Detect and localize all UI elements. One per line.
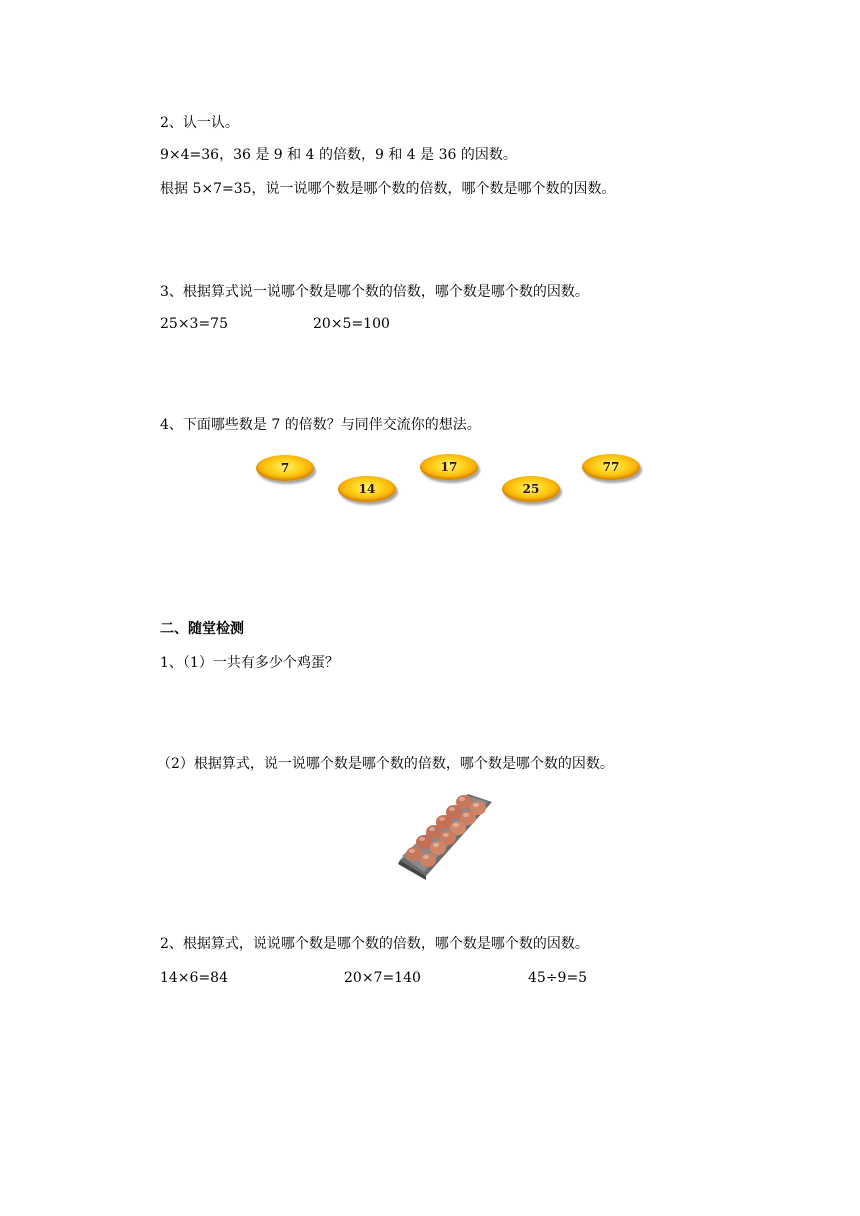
section-4-title: 4、下面哪些数是 7 的倍数？与同伴交流你的想法。 [160,417,481,433]
section-3-equation-2: 20×5=100 [313,316,390,332]
number-label: 7 [280,461,290,475]
number-label: 25 [522,482,540,496]
check-q2-title: 2、根据算式，说说哪个数是哪个数的倍数，哪个数是哪个数的因数。 [160,936,589,952]
number-label: 14 [358,482,376,496]
check-q2-equation-2: 20×7=140 [344,970,421,986]
section-2-line-2: 根据 5×7=35，说一说哪个数是哪个数的倍数，哪个数是哪个数的因数。 [160,181,616,197]
section-2-title: 2、认一认。 [160,115,239,131]
section-3-equation-1: 25×3=75 [160,316,228,332]
egg-carton-image [392,786,496,882]
number-oval-77 [582,454,640,480]
check-q2-equation-1: 14×6=84 [160,970,228,986]
check-q1-part-2: （2）根据算式，说一说哪个数是哪个数的倍数，哪个数是哪个数的因数。 [157,756,614,772]
section-3-title: 3、根据算式说一说哪个数是哪个数的倍数，哪个数是哪个数的因数。 [160,284,589,300]
check-q2-equation-3: 45÷9=5 [528,970,588,986]
check-q1-part-1: 1、（1）一共有多少个鸡蛋？ [160,655,339,671]
check-heading: 二、随堂检测 [160,621,244,637]
number-oval-14 [338,476,396,502]
section-2-line-1: 9×4=36，36 是 9 和 4 的倍数，9 和 4 是 36 的因数。 [160,147,517,163]
number-label: 77 [602,460,620,474]
number-label: 17 [440,460,458,474]
number-oval-25 [502,476,560,502]
number-oval-7 [256,455,314,481]
number-oval-17 [420,454,478,480]
